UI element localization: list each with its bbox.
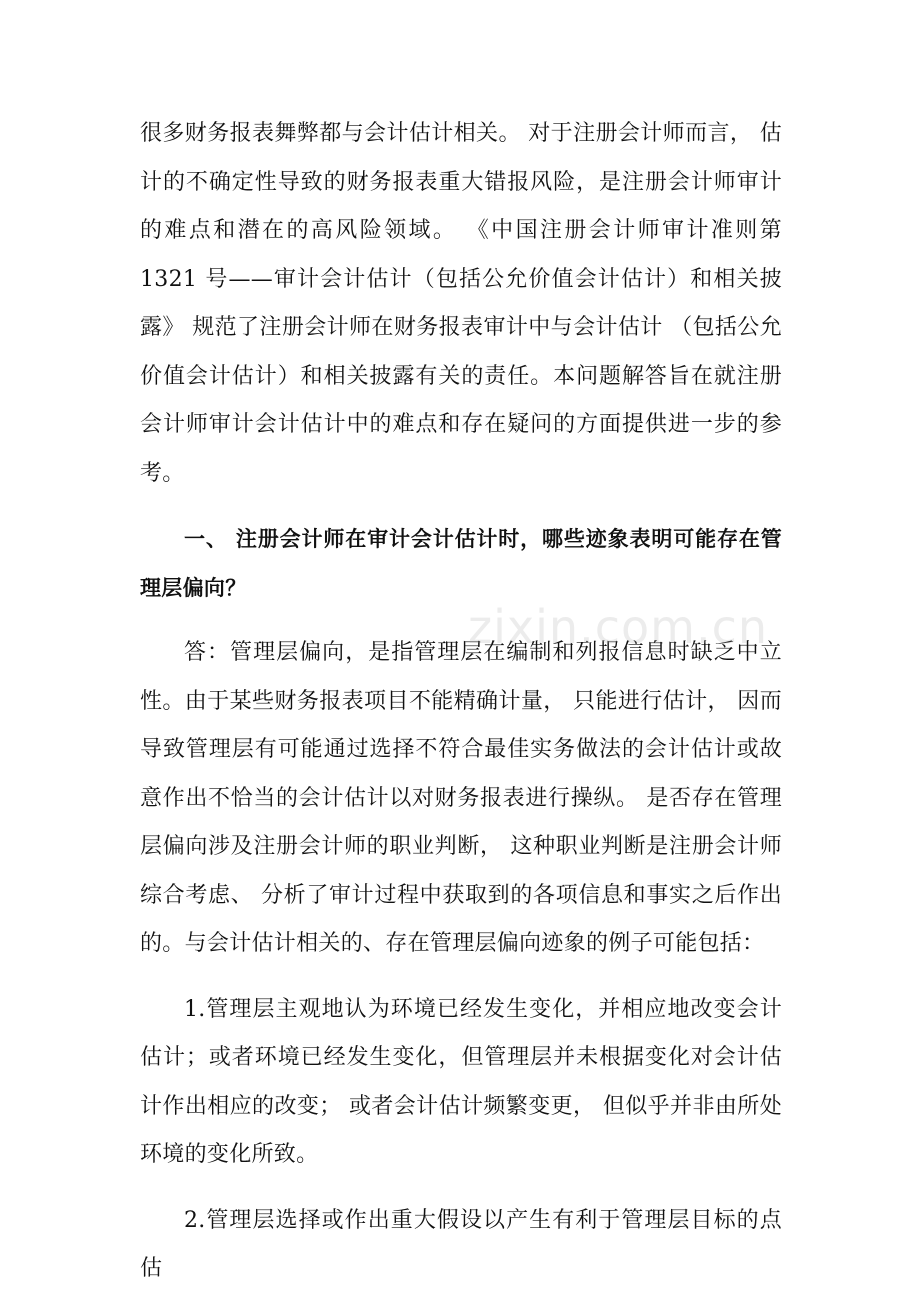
- document-page: [140, 110, 782, 1294]
- watermark-text: zixin.com.cn: [468, 600, 769, 654]
- list-item: 1.管理层主观地认为环境已经发生变化，并相应地改变会计估计；或者环境已经发生变化，但管理层并未根据变化对会计估计作出相应的改变； 或者会计估计频繁变更， 但似乎并非由所处环境的变化所致。: [140, 996, 782, 1167]
- intro-paragraph: 很多财务报表舞弊都与会计估计相关。 对于注册会计师而言， 估计的不确定性导致的财务报表重大错报风险，是注册会计师审计的难点和潜在的高风险领域。 《中国注册会计师审计准则第 1321 号——审计会计估计（包括公允价值会计估计）和相关披露》 规范了注册会计师在财务报表审计中与会计估计 （包括公允价值会计估计）和相关披露有关的责任。本问题解答旨在就注册会计师审计会计估计中的难点和存在疑问的方面提供进一步的参考。: [140, 121, 782, 486]
- answer-paragraph: 答：管理层偏向，是指管理层在编制和列报信息时缺乏中立性。由于某些财务报表项目不能精确计量， 只能进行估计， 因而导致管理层有可能通过选择不符合最佳实务做法的会计估计或故意作出不恰当的会计估计以对财务报表进行操纵。 是否存在管理层偏向涉及注册会计师的职业判断， 这种职业判断是注册会计师综合考虑、 分析了审计过程中获取到的各项信息和事实之后作出的。与会计估计相关的、存在管理层偏向迹象的例子可能包括：: [140, 640, 782, 956]
- list-item: 2.管理层选择或作出重大假设以产生有利于管理层目标的点估: [140, 1207, 782, 1281]
- question-heading: 一、 注册会计师在审计会计估计时，哪些迹象表明可能存在管理层偏向？: [140, 527, 782, 600]
